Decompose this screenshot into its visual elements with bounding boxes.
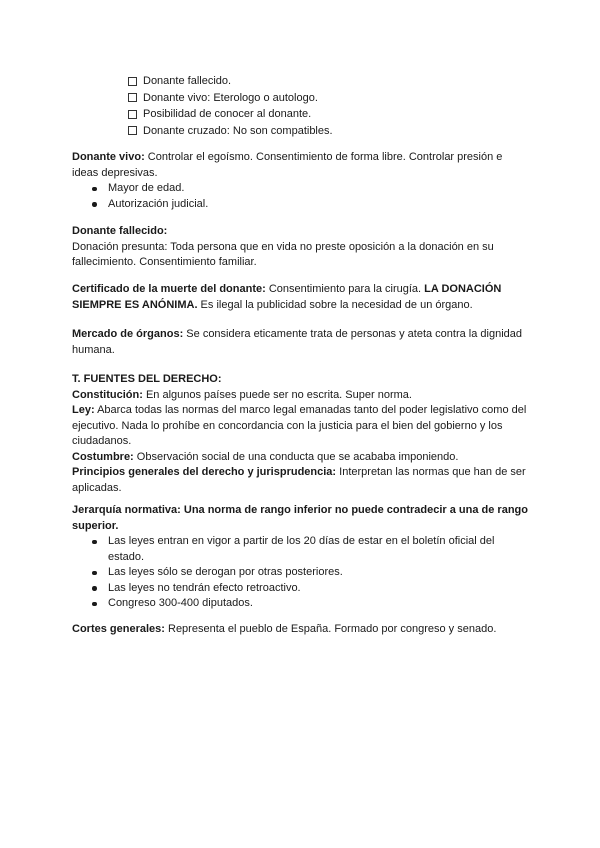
list-item: Las leyes entran en vigor a partir de los 20 días de estar en el boletín oficial del estado. — [72, 534, 528, 565]
donante-vivo-paragraph — [72, 150, 528, 181]
mercado-section — [72, 327, 528, 358]
checkbox-icon[interactable] — [128, 110, 137, 119]
list-item: Congreso 300-400 diputados. — [72, 596, 528, 612]
mercado-paragraph — [72, 327, 528, 358]
principios-paragraph — [72, 465, 528, 496]
donante-vivo-section — [72, 150, 528, 212]
list-item: Las leyes no tendrán efecto retroactivo. — [72, 581, 528, 597]
cortes-heading: Cortes generales: — [72, 623, 165, 635]
list-item: Mayor de edad. — [72, 181, 528, 197]
constitucion-text: En algunos países puede ser no escrita. Super norma. — [142, 388, 412, 401]
ley-paragraph — [72, 403, 528, 450]
costumbre-label: Costumbre: — [72, 450, 134, 463]
constitucion-paragraph — [72, 388, 528, 404]
jerarquia-heading: Jerarquía normativa: Una norma de rango inferior no puede contradecir a una de rango superior. — [72, 504, 528, 532]
checkbox-item — [128, 106, 333, 123]
checkbox-icon[interactable] — [128, 126, 137, 135]
ley-label: Ley: — [72, 404, 95, 416]
checkbox-item — [128, 73, 333, 90]
fuentes-title: T. FUENTES DEL DERECHO: — [72, 373, 222, 385]
donante-vivo-bullets — [72, 181, 528, 212]
donante-vivo-heading: Donante vivo: — [72, 151, 145, 163]
mercado-text: Se considera eticamente trata de personas y ateta contra la dignidad humana. — [72, 328, 523, 356]
checkbox-item — [128, 123, 333, 140]
principios-text: Interpretan las normas que han de ser aplicadas. — [72, 466, 526, 494]
checkbox-icon[interactable] — [128, 77, 137, 86]
costumbre-paragraph — [72, 450, 528, 466]
certificado-heading: Certificado de la muerte del donante: — [72, 283, 266, 295]
cortes-paragraph — [72, 622, 528, 638]
certificado-text-2: Es ilegal la publicidad sobre la necesidad de un órgano. — [197, 298, 473, 311]
constitucion-label: Constitución: — [72, 388, 143, 401]
certificado-text: Consentimiento para la cirugía. — [265, 283, 425, 295]
checkbox-label: Donante fallecido. — [143, 75, 232, 87]
donante-fallecido-heading: Donante fallecido: — [72, 225, 168, 237]
list-item: Las leyes sólo se derogan por otras posteriores. — [72, 565, 528, 581]
checkbox-label: Donante vivo: Eterologo o autologo. — [143, 91, 318, 104]
ley-text: Abarca todas las normas del marco legal emanadas tanto del poder legislativo como del ejecutivo. Nada lo prohíbe en concordancia con la justicia para el bien del gobierno y los ciudadanos. — [72, 404, 527, 447]
checkbox-label: Posibilidad de conocer al donante. — [143, 108, 312, 120]
jerarquia-bullets — [72, 534, 528, 612]
checkbox-item — [128, 90, 333, 107]
jerarquia-section — [72, 503, 528, 612]
donante-fallecido-section — [72, 224, 528, 271]
certificado-section — [72, 282, 528, 313]
cortes-text: Representa el pueblo de España. Formado por congreso y senado. — [164, 623, 497, 635]
mercado-heading: Mercado de órganos: — [72, 328, 184, 340]
list-item: Autorización judicial. — [72, 197, 528, 213]
certificado-paragraph — [72, 282, 528, 313]
cortes-section — [72, 622, 528, 638]
costumbre-text: Observación social de una conducta que se acababa imponiendo. — [133, 450, 459, 463]
checkbox-list — [128, 73, 333, 139]
fuentes-section — [72, 372, 528, 496]
checkbox-label: Donante cruzado: No son compatibles. — [143, 124, 333, 137]
certificado-emphasis: LA DONACIÓN SIEMPRE ES ANÓNIMA. — [72, 283, 502, 311]
principios-label: Principios generales del derecho y jurisprudencia: — [72, 466, 337, 478]
donante-fallecido-text: Donación presunta: Toda persona que en vida no preste oposición a la donación en su fallecimiento. Consentimiento familiar. — [72, 240, 494, 268]
checkbox-icon[interactable] — [128, 93, 137, 102]
donante-vivo-text: Controlar el egoísmo. Consentimiento de forma libre. Controlar presión e ideas depresivas. — [72, 151, 503, 179]
